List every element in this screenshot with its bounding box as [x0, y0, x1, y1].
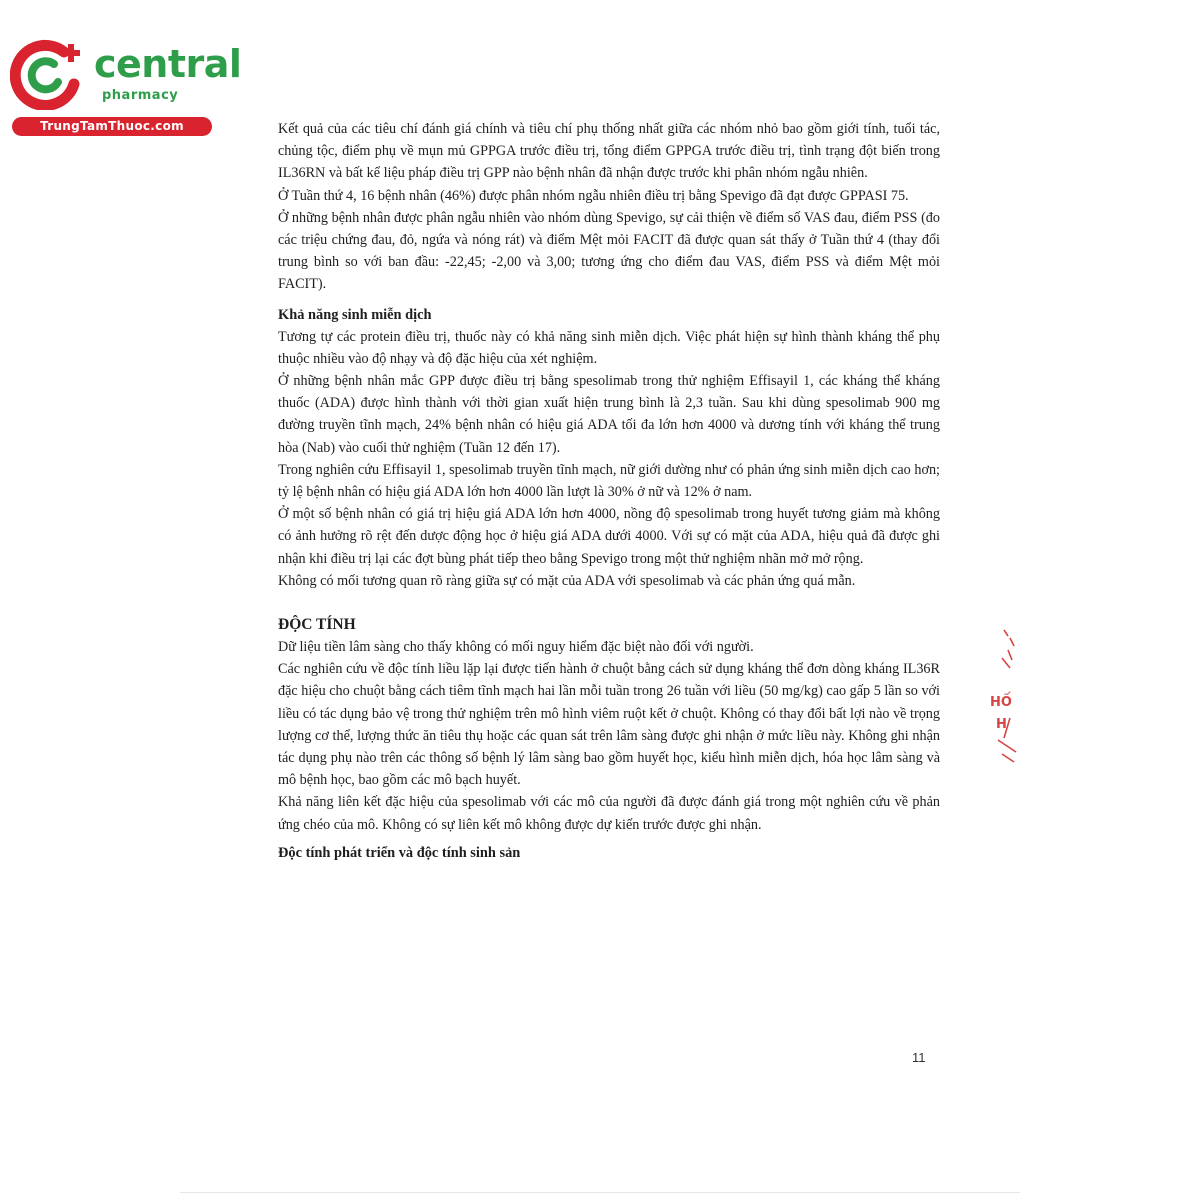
paragraph: Dữ liệu tiền lâm sàng cho thấy không có mối nguy hiểm đặc biệt nào đối với người.	[278, 639, 754, 656]
red-stamp-fragment-icon	[988, 628, 1022, 768]
paragraph: Ở những bệnh nhân mắc GPP được điều trị bằng spesolimab trong thử nghiệm Effisayil 1, các kháng thể kháng thuốc (ADA) được hình thành với thời gian xuất hiện trung bình là 2,3 tuần. Sau khi dùng spesolimab 900 mg đường truyền tĩnh mạch, 24% bệnh nhân có hiệu giá ADA tối đa lớn hơn 4000 và dương tính với kháng thể trung hòa (Nab) vào cuối thử nghiệm (Tuần 12 đến 17).	[278, 373, 940, 456]
logo-name: central	[94, 42, 242, 86]
section-heading-toxicity: ĐỘC TÍNH	[278, 616, 356, 634]
svg-text:H: H	[996, 717, 1007, 732]
section-heading-reproductive-toxicity: Độc tính phát triển và độc tính sinh sản	[278, 844, 521, 861]
document-body	[278, 118, 940, 864]
paragraph: Ở Tuần thứ 4, 16 bệnh nhân (46%) được phân nhóm ngẫu nhiên điều trị bằng Spevigo đã đạt được GPPASI 75.	[278, 187, 909, 204]
paragraph: Các nghiên cứu về độc tính liều lặp lại được tiến hành ở chuột bằng cách sử dụng kháng thể đơn dòng kháng IL36R đặc hiệu cho chuột bằng cách tiêm tĩnh mạch hai lần mỗi tuần trong 26 tuần với liều (50 mg/kg) cao gấp 5 lần so với liều có tác dụng bảo vệ trong thử nghiệm trên mô hình viêm ruột kết ở chuột. Không có thay đổi bất lợi nào về trọng lượng cơ thể, lượng thức ăn tiêu thụ hoặc các quan sát trên lâm sàng được ghi nhận ở mức liều này. Không ghi nhận tác dụng phụ nào trên các thông số bệnh lý lâm sàng bao gồm huyết học, kiểu hình miễn dịch, hóa học lâm sàng và mô bệnh học, bao gồm các mô bạch huyết.	[278, 661, 940, 789]
paragraph: Tương tự các protein điều trị, thuốc này có khả năng sinh miễn dịch. Việc phát hiện sự hình thành kháng thể phụ thuộc nhiều vào độ nhạy và độ đặc hiệu của xét nghiệm.	[278, 328, 940, 367]
page-bottom-divider	[180, 1192, 1020, 1193]
paragraph: Kết quả của các tiêu chí đánh giá chính và tiêu chí phụ thống nhất giữa các nhóm nhỏ bao gồm giới tính, tuổi tác, chủng tộc, điểm phụ về mụn mủ GPPGA trước điều trị, tổng điểm GPPGA trước điều trị, tình trạng đột biến trong IL36RN và bất kể liệu pháp điều trị GPP nào bệnh nhân đã nhận được trước khi phân nhóm ngẫu nhiên.	[278, 121, 940, 182]
logo-subtitle: pharmacy	[102, 88, 179, 103]
central-pharmacy-logo-icon	[10, 38, 90, 110]
paragraph: Khả năng liên kết đặc hiệu của spesolimab với các mô của người đã được đánh giá trong một nghiên cứu về phản ứng chéo của mô. Không có sự liên kết mô không được dự kiến trước được ghi nhận.	[278, 794, 940, 833]
paragraph: Trong nghiên cứu Effisayil 1, spesolimab truyền tĩnh mạch, nữ giới dường như có phản ứng sinh miễn dịch cao hơn; tỷ lệ bệnh nhân có hiệu giá ADA lớn hơn 4000 lần lượt là 30% ở nữ và 12% ở nam.	[278, 461, 940, 501]
page-number: 11	[912, 1050, 926, 1065]
logo-website-badge: TrungTamThuoc.com	[12, 117, 212, 136]
brand-logo	[10, 38, 242, 138]
paragraph: Không có mối tương quan rõ ràng giữa sự có mặt của ADA với spesolimab và các phản ứng quá mẫn.	[278, 572, 856, 589]
stamp-text: HỐ	[990, 695, 1012, 710]
paragraph: Ở một số bệnh nhân có giá trị hiệu giá ADA lớn hơn 4000, nồng độ spesolimab trong huyết tương giảm mà không có ảnh hưởng rõ rệt đến dược động học ở hiệu giá ADA dưới 4000. Với sự có mặt của ADA, hiệu quả đã được ghi nhận khi điều trị lại các đợt bùng phát tiếp theo bằng Spevigo trong một thử nghiệm nhãn mở mở rộng.	[278, 506, 940, 567]
paragraph: Ở những bệnh nhân được phân ngẫu nhiên vào nhóm dùng Spevigo, sự cải thiện về điểm số VAS đau, điểm PSS (đo các triệu chứng đau, đỏ, ngứa và nóng rát) và điểm Mệt mỏi FACIT đã được quan sát thấy ở Tuần thứ 4 (thay đổi trung bình so với ban đầu: -22,45; -2,00 và 3,00; tương ứng cho điểm đau VAS, điểm PSS và điểm Mệt mỏi FACIT).	[278, 209, 940, 293]
section-heading-immunogenicity: Khả năng sinh miễn dịch	[278, 306, 432, 323]
